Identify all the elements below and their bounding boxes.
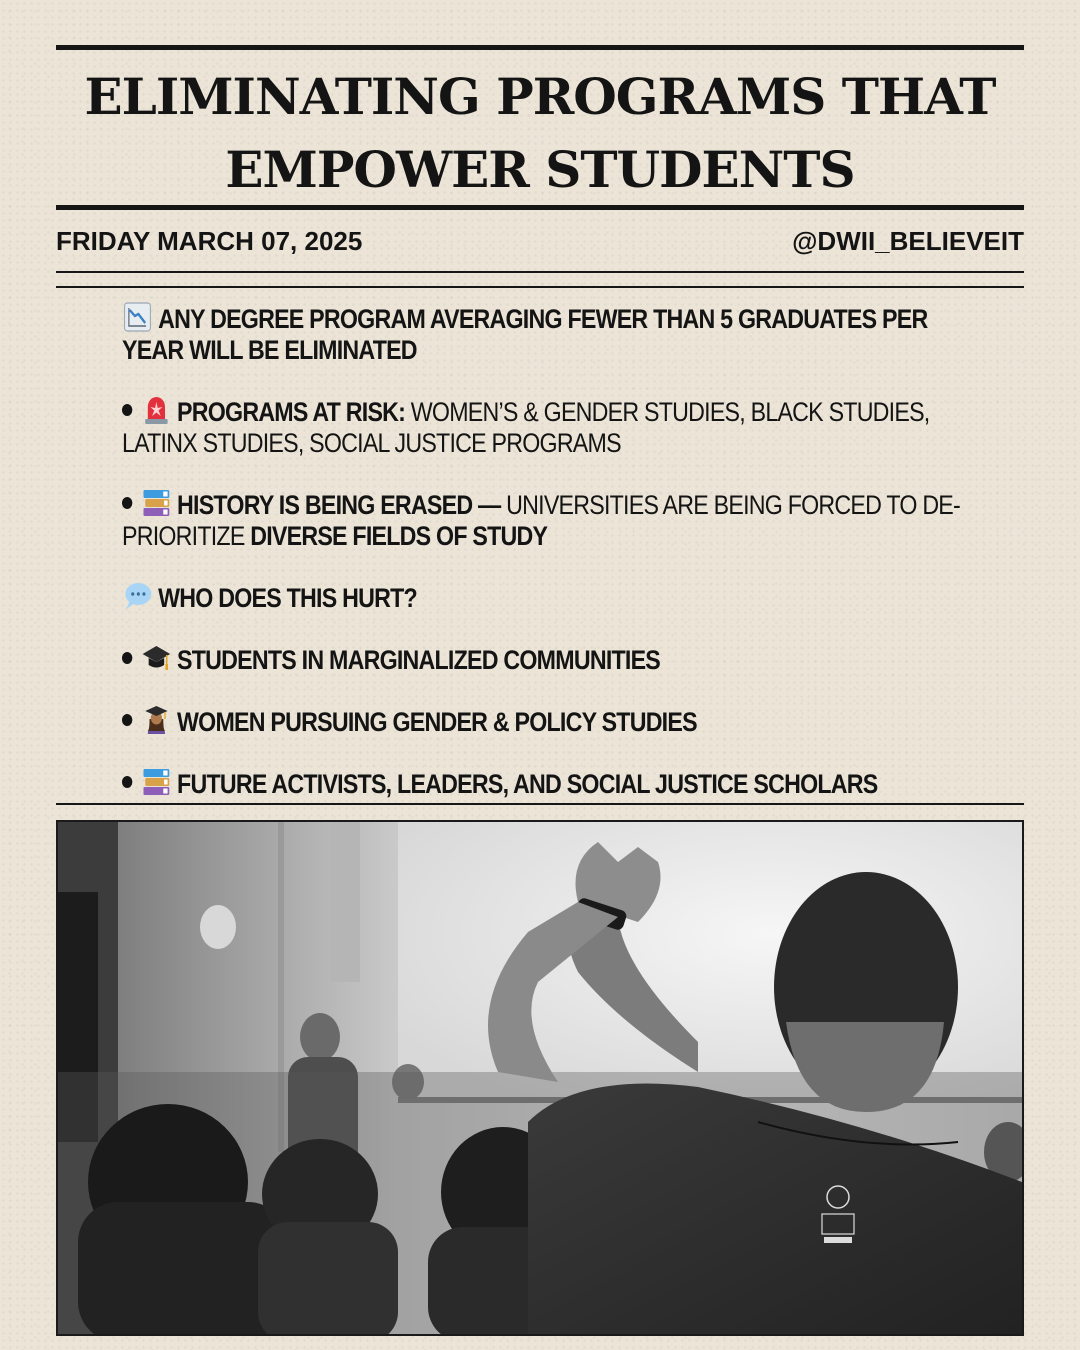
page-title-line2: EMPOWER STUDENTS [225, 140, 855, 199]
item-degree-threshold-text-line1: ANY DEGREE PROGRAM AVERAGING FEWER THAN 5 GRADUATES PER [158, 304, 928, 334]
item-degree-threshold [122, 302, 928, 366]
siren-icon [141, 395, 172, 425]
woman-student-icon [141, 705, 172, 735]
item-who-hurt-text: WHO DOES THIS HURT? [158, 583, 417, 613]
dateline-rule-bottom [56, 286, 1024, 288]
item-marginalized-students [122, 643, 862, 676]
item-women-gender-policy-text: WOMEN PURSUING GENDER & POLICY STUDIES [177, 707, 697, 737]
item-history-erased-emphasis: DIVERSE FIELDS OF STUDY [250, 521, 548, 551]
books-icon [141, 488, 172, 518]
item-programs-at-risk-text-line1: WOMEN’S & GENDER STUDIES, BLACK STUDIES, [405, 397, 930, 427]
social-handle: @DWII_BELIEVEIT [792, 226, 1024, 256]
item-history-erased [122, 488, 960, 552]
item-women-gender-policy [122, 705, 862, 738]
dateline: FRIDAY MARCH 07, 2025 [56, 226, 363, 256]
item-programs-at-risk [122, 395, 930, 459]
item-future-activists-text: FUTURE ACTIVISTS, LEADERS, AND SOCIAL JUSTICE SCHOLARS [177, 769, 878, 799]
item-history-erased-text-line1: UNIVERSITIES ARE BEING FORCED TO DE- [500, 490, 960, 520]
chart-decreasing-icon [122, 302, 153, 332]
masthead-top-rule [56, 45, 1024, 50]
bullet [122, 776, 132, 788]
item-history-erased-label: HISTORY IS BEING ERASED — [177, 490, 501, 520]
bullet [122, 404, 132, 416]
graduation-cap-icon [141, 643, 172, 673]
item-who-hurt [122, 581, 862, 614]
students-raising-hand-photo [56, 820, 1024, 1336]
item-future-activists [122, 767, 878, 800]
item-programs-at-risk-text-line2: LATINX STUDIES, SOCIAL JUSTICE PROGRAMS [122, 428, 621, 458]
page-title [56, 60, 1024, 206]
bullet [122, 497, 132, 509]
masthead-bottom-rule [56, 205, 1024, 210]
page-title-line1: ELIMINATING PROGRAMS THAT [84, 67, 996, 126]
item-degree-threshold-text-line2: YEAR WILL BE ELIMINATED [122, 335, 417, 365]
item-marginalized-students-text: STUDENTS IN MARGINALIZED COMMUNITIES [177, 645, 661, 675]
content-bottom-rule [56, 803, 1024, 805]
item-history-erased-text-line2: PRIORITIZE [122, 521, 251, 551]
speech-bubble-icon [122, 581, 153, 611]
dateline-rule-top [56, 271, 1024, 273]
bullet [122, 652, 132, 664]
classroom-photo-graphic [58, 822, 1022, 1334]
item-programs-at-risk-label: PROGRAMS AT RISK: [177, 397, 406, 427]
books-icon [141, 767, 172, 797]
bullet [122, 714, 132, 726]
